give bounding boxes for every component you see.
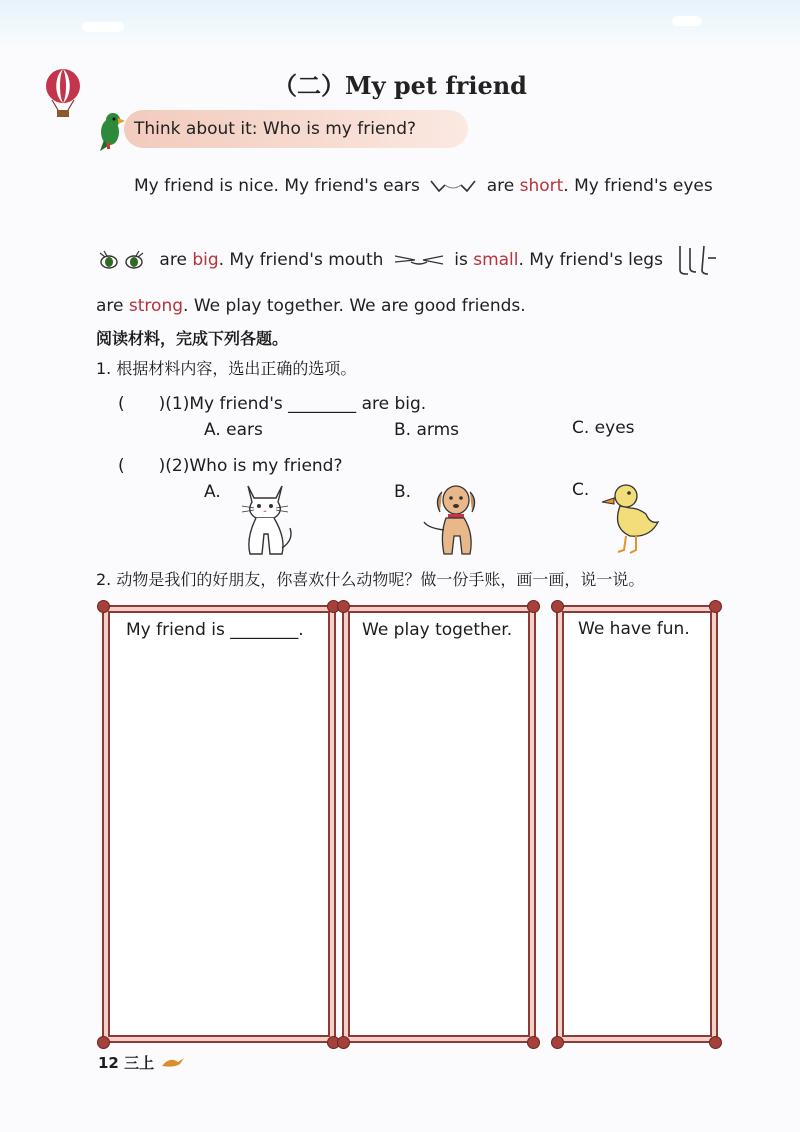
- reading-instruction: 阅读材料，完成下列各题。: [96, 329, 289, 348]
- story-text: My friend is nice. My friend's ears: [134, 176, 420, 196]
- page-number: 12: [98, 1054, 119, 1072]
- question-text: My friend's: [189, 394, 283, 414]
- story-text: is: [454, 250, 468, 270]
- think-prompt: Think about it: Who is my friend?: [134, 119, 417, 139]
- highlight-word: big: [192, 250, 219, 270]
- option-c[interactable]: C. eyes: [572, 418, 635, 438]
- frame-knob: [551, 600, 564, 613]
- cloud-icon: [82, 22, 124, 32]
- duck-icon: [600, 478, 664, 558]
- page-footer: [98, 1052, 154, 1073]
- story-text: are: [96, 296, 124, 316]
- frame-knob: [97, 1036, 110, 1049]
- question-number: (2): [165, 456, 190, 476]
- highlight-word: short: [519, 176, 564, 196]
- story-text: are: [159, 250, 187, 270]
- frame-knob: [551, 1036, 564, 1049]
- option-b[interactable]: B.: [394, 482, 412, 502]
- question-2-heading: 2. 动物是我们的好朋友，你喜欢什么动物呢？做一份手账，画一画，说一说。: [96, 570, 645, 589]
- grade-label: 三上: [124, 1054, 155, 1072]
- story-text: . My friend's legs: [518, 250, 663, 270]
- frame-knob: [709, 600, 722, 613]
- question-text: are big.: [361, 394, 427, 414]
- cloud-icon: [672, 16, 702, 26]
- frame-knob: [97, 600, 110, 613]
- frame-knob: [527, 1036, 540, 1049]
- story-text: . My friend's mouth: [218, 250, 384, 270]
- answer-paren[interactable]: ( ): [118, 394, 166, 414]
- highlight-word: strong: [128, 296, 184, 316]
- journal-panel-2-text: We play together.: [362, 620, 513, 640]
- option-a[interactable]: A. ears: [204, 420, 263, 440]
- story-text: . We play together. We are good friends.: [183, 296, 526, 316]
- story-line-3: [96, 296, 526, 316]
- bird-icon: [160, 1054, 186, 1070]
- journal-panel-1[interactable]: [102, 605, 336, 1043]
- frame-knob: [337, 1036, 350, 1049]
- question-1-1: [118, 389, 426, 414]
- question-1-2: [118, 451, 343, 476]
- frame-knob: [527, 600, 540, 613]
- frame-knob: [709, 1036, 722, 1049]
- parrot-icon: [94, 110, 126, 152]
- answer-paren[interactable]: ( ): [118, 456, 166, 476]
- story-text: . My friend's eyes: [563, 176, 713, 196]
- journal-panel-3[interactable]: [556, 605, 718, 1043]
- story-line-2: [96, 244, 718, 276]
- page-title: （二）My pet friend: [273, 71, 527, 100]
- top-decoration-band: [0, 0, 800, 44]
- journal-panel-1-text: My friend is ________.: [126, 620, 304, 640]
- option-b[interactable]: B. arms: [394, 420, 459, 440]
- journal-panel-3-text: We have fun.: [578, 619, 690, 639]
- big-eyes-icon: [96, 249, 150, 271]
- question-text: Who is my friend?: [189, 456, 343, 476]
- question-number: (1): [165, 394, 190, 414]
- small-mouth-icon: [393, 252, 445, 268]
- cat-icon: [234, 478, 296, 558]
- story-line-1: [134, 176, 713, 196]
- highlight-word: small: [473, 250, 519, 270]
- dog-icon: [418, 478, 482, 558]
- strong-legs-icon: [672, 244, 718, 276]
- option-a[interactable]: A.: [204, 482, 221, 502]
- journal-panel-2[interactable]: [342, 605, 536, 1043]
- story-text: are: [486, 176, 515, 196]
- frame-knob: [337, 600, 350, 613]
- question-1-heading: 1. 根据材料内容，选出正确的选项。: [96, 359, 357, 378]
- answer-blank[interactable]: ________: [288, 394, 357, 414]
- short-ears-icon: [429, 177, 477, 195]
- option-c[interactable]: C.: [572, 480, 590, 500]
